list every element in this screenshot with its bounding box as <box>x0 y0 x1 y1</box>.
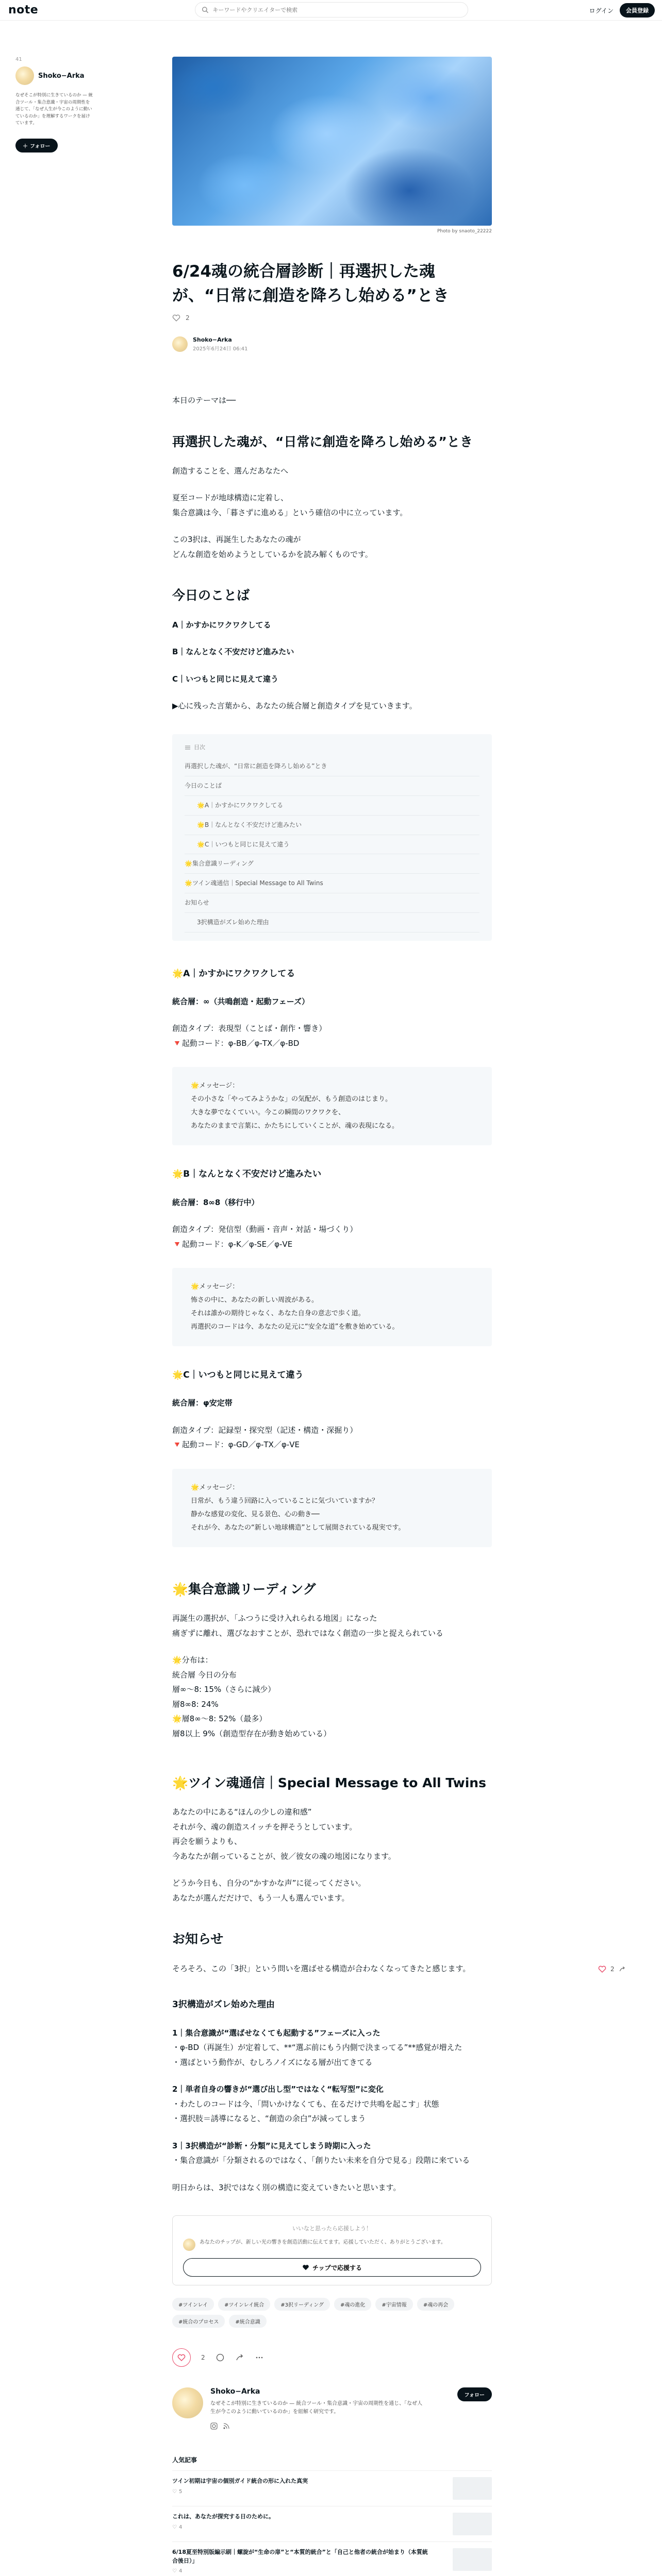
floating-like-count: 2 <box>610 1965 615 1973</box>
toc-item[interactable]: 今日のことば <box>185 776 479 796</box>
paragraph: 再誕生の選択が、「ふつうに受け入れられる地図」になった <box>172 1614 377 1623</box>
sidebar-follow-button[interactable] <box>15 139 58 152</box>
paragraph: あなたが選んだだけで、もう一人も選んでいます。 <box>172 1893 350 1903</box>
creator-name[interactable]: Shoko−Arka <box>38 72 85 80</box>
tag-chip[interactable]: #3択リーディング <box>274 2298 330 2311</box>
tag-chip[interactable]: #魂の進化 <box>334 2298 371 2311</box>
author-card-bio: なぜそこが特別に生きているのか — 統合ツール・集合意識・宇宙の周期性を通じ、「なぜ人生が今このように動いているのか」を紐解く研究です。 <box>210 2401 423 2415</box>
code-b: 🔻起動コード：φ-K／φ-SE／φ-VE <box>172 1239 293 1249</box>
message-head: 🌟メッセージ： <box>191 1082 239 1090</box>
author-card <box>172 2387 492 2430</box>
signup-button[interactable]: 会員登録 <box>620 3 655 18</box>
paragraph: どうか今日も、自分の“かすかな声”に従ってください。 <box>172 1878 366 1888</box>
popular-thumbnail <box>453 2477 492 2500</box>
author-date: 2025年6月24日 06:41 <box>193 346 248 352</box>
type-b: 創造タイプ：発信型（動画・音声・対話・場づくり） <box>172 1225 358 1234</box>
author-name[interactable]: Shoko−Arka <box>193 336 232 343</box>
tag-chip[interactable]: #ツインレイ <box>172 2298 214 2311</box>
paragraph: あなたの中にある“ほんの少しの違和感” <box>172 1807 312 1817</box>
paragraph: どんな創造を始めようとしているかを読み解くものです。 <box>172 549 373 559</box>
heading-a: 🌟A｜かすかにワクワクしてる <box>172 968 295 979</box>
search-input[interactable] <box>212 7 461 13</box>
reason-title: 2｜単者自身の響きが“選び出し型”ではなく“転写型”に変化 <box>172 2084 384 2094</box>
message-line: 怖さの中に、あなたの新しい周波がある。 <box>191 1296 319 1304</box>
creator-count: 41 <box>15 57 22 62</box>
reason-line: ・選ばという動作が、むしろノイズになる層が出てきてる <box>172 2057 373 2067</box>
message-box-a <box>172 1067 492 1145</box>
table-of-contents <box>172 734 492 941</box>
plus-icon: ＋ <box>23 143 28 149</box>
message-line: 大きな夢でなくていい。今この瞬間のワクワクを、 <box>191 1109 345 1117</box>
more-icon[interactable] <box>255 2353 264 2362</box>
tip-avatar <box>183 2239 195 2251</box>
share-icon[interactable] <box>619 1965 626 1973</box>
action-row <box>172 2348 492 2367</box>
follow-label: フォロー <box>30 143 51 149</box>
heading-twins: 🌟ツイン魂通信｜Special Message to All Twins <box>172 1775 486 1791</box>
popular-title: これは、あなたが探究する日のために。 <box>172 2513 274 2520</box>
popular-likes: 5 <box>178 2488 183 2495</box>
code-a: 🔻起動コード：φ-BB／φ-TX／φ-BD <box>172 1038 300 1048</box>
heading-reselect: 再選択した魂が、“日常に創造を降ろし始める”とき <box>172 434 473 449</box>
tag-chip[interactable]: #統合意識 <box>229 2315 266 2328</box>
toc-item[interactable]: 🌟B｜なんとなく不安だけど進みたい <box>185 816 479 835</box>
toc-item[interactable]: 🌟C｜いつもと同じに見えて違う <box>185 835 479 855</box>
type-c: 創造タイプ：記録型・探究型（記述・構造・深掘り） <box>172 1425 358 1435</box>
search-icon <box>202 6 208 13</box>
tip-header: いいなと思ったら応援しよう！ <box>292 2225 372 2232</box>
hero-image <box>172 57 492 226</box>
tag-chip[interactable]: #ツインレイ統合 <box>218 2298 270 2311</box>
like-button[interactable] <box>172 2348 191 2367</box>
like-count: 2 <box>186 314 190 321</box>
tag-chip[interactable]: #魂の再会 <box>417 2298 454 2311</box>
search-bar[interactable] <box>195 2 468 18</box>
intro-text: 本日のテーマは── <box>172 396 236 405</box>
article-title: 6/24魂の統合層診断｜再選択した魂が、“日常に創造を降ろし始める”とき <box>172 262 449 305</box>
popular-likes: 4 <box>178 2568 183 2574</box>
layer-b: 統合層：8∞8（移行中） <box>172 1197 259 1207</box>
paragraph: 今あなたが創っていることが、彼／彼女の魂の地図になります。 <box>172 1851 396 1861</box>
paragraph: 創造することを、選んだあなたへ <box>172 466 289 476</box>
floating-like[interactable] <box>598 1965 626 1973</box>
heart-icon[interactable] <box>172 314 180 322</box>
option-b: B｜なんとなく不安だけど進みたい <box>172 647 294 656</box>
toc-item[interactable]: 🌟ツイン魂通信｜Special Message to All Twins <box>185 874 479 893</box>
layer-c: 統合層：φ安定帯 <box>172 1398 233 1408</box>
toc-item[interactable]: 🌟集合意識リーディング <box>185 854 479 874</box>
credit-name[interactable]: snaoto_22222 <box>459 229 492 234</box>
tag-chip[interactable]: #統合のプロセス <box>172 2315 225 2328</box>
closing-text: 明日からは、3択ではなく別の構造に変えていきたいと思います。 <box>172 2182 401 2192</box>
heart-icon: ♡ <box>172 2524 177 2530</box>
reason-title: 3｜3択構造が“診断・分類”に見えてしまう時期に入った <box>172 2141 371 2150</box>
toc-item[interactable]: 3択構造がズレ始めた理由 <box>185 913 479 933</box>
paragraph: 夏至コードが地球構造に定着し、 <box>172 493 289 503</box>
layer-a: 統合層：∞（共鳴創造・起動フェーズ） <box>172 996 309 1006</box>
message-line: 再選択のコードは今、あなたの足元に“安全な道”を敷き始めている。 <box>191 1323 399 1331</box>
heading-notice: お知らせ <box>172 1931 224 1947</box>
creator-bio: なぜそこが特別に生きているのか — 統合ツール・集合意識・宇宙の周期性を通じて、「なぜ人生が今このように動いているのか」を理解するワークを届けています。 <box>15 93 93 126</box>
paragraph: この3択は、再誕生したあなたの魂が <box>172 535 301 545</box>
login-link[interactable]: ログイン <box>589 7 614 14</box>
list-icon <box>185 744 191 751</box>
site-header <box>0 0 662 21</box>
code-c: 🔻起動コード：φ-GD／φ-TX／φ-VE <box>172 1440 300 1450</box>
popular-heading: 人気記事 <box>172 2456 197 2464</box>
tip-box <box>172 2215 492 2285</box>
type-a: 創造タイプ：表現型（ことば・創作・響き） <box>172 1024 327 1033</box>
tag-chip[interactable]: #宇宙情報 <box>375 2298 412 2311</box>
creator-sidebar <box>15 57 93 152</box>
heart-icon <box>598 1965 606 1973</box>
popular-thumbnail <box>453 2513 492 2535</box>
article-body <box>172 393 492 2195</box>
author-row[interactable] <box>172 336 492 352</box>
heart-icon: ♡ <box>172 2488 177 2495</box>
list-item[interactable] <box>172 2506 492 2541</box>
distribution-head: 🌟分布は： <box>172 1655 213 1665</box>
message-head: 🌟メッセージ： <box>191 1483 239 1492</box>
article <box>172 57 492 2576</box>
tip-button[interactable] <box>183 2258 481 2277</box>
reason-title: 1｜集合意識が“選ばせなくても起動する”フェーズに入った <box>172 2028 380 2038</box>
heading-reading: 🌟集合意識リーディング <box>172 1581 316 1597</box>
avatar[interactable] <box>15 66 34 85</box>
heart-icon <box>177 2353 186 2362</box>
heart-coin-icon <box>302 2264 309 2271</box>
toc-item[interactable]: 再選択した魂が、“日常に創造を降ろし始める”とき <box>185 757 479 776</box>
paragraph: 再会を願うよりも、 <box>172 1837 242 1846</box>
message-box-c <box>172 1469 492 1547</box>
option-a: A｜かすかにワクワクしてる <box>172 620 271 630</box>
toc-item[interactable]: 🌟A｜かすかにワクワクしてる <box>185 796 479 816</box>
comment-icon[interactable] <box>216 2353 225 2362</box>
popular-thumbnail <box>453 2548 492 2571</box>
paragraph: それが今、魂の創造スイッチを押そうとしています。 <box>172 1822 357 1832</box>
like-count: 2 <box>201 2354 205 2361</box>
toc-title: 目次 <box>194 743 205 751</box>
message-box-b <box>172 1268 492 1346</box>
author-card-avatar[interactable] <box>172 2387 203 2418</box>
heading-today: 今日のことば <box>172 588 250 603</box>
reason-line: ・選択肢＝誘導になると、“創造の余白”が減ってしまう <box>172 2114 366 2123</box>
message-line: 日常が、もう違う回路に入っていることに気づいていますか？ <box>191 1497 379 1505</box>
list-item[interactable] <box>172 2541 492 2576</box>
heading-c: 🌟C｜いつもと同じに見えて違う <box>172 1370 304 1381</box>
list-item[interactable] <box>172 2470 492 2506</box>
author-card-name[interactable]: Shoko−Arka <box>210 2387 260 2396</box>
heart-icon: ♡ <box>172 2568 177 2574</box>
distribution-line: 🌟層8∞～8: 52%（最多） <box>172 1714 267 1724</box>
reason-line: ・わたしのコードは今、「問いかけなくても、在るだけで共鳴を起こす」状態 <box>172 2099 439 2109</box>
reason-line: ・φ-BD（再誕生）が定着して、**“選ぶ前にもう内側で決まってる”**感覚が増えた <box>172 2043 462 2052</box>
paragraph: 痛ぎずに離れ、選びなおすことが、恐れではなく創造の一歩と捉えられている <box>172 1628 443 1638</box>
author-card-follow-button[interactable]: フォロー <box>457 2387 492 2401</box>
distribution-line: 統合層 今日の分布 <box>172 1670 237 1680</box>
message-line: 静かな感覚の変化、見る景色、心の動き── <box>191 1510 320 1518</box>
author-avatar[interactable] <box>172 336 188 352</box>
toc-item[interactable]: お知らせ <box>185 893 479 913</box>
distribution-line: 層∞～8: 15%（さらに減少） <box>172 1685 276 1694</box>
popular-likes: 4 <box>178 2524 183 2530</box>
instagram-icon[interactable] <box>210 2422 218 2430</box>
choose-text: ▶心に残った言葉から、あなたの統合層と創造タイプを見ていきます。 <box>172 701 417 710</box>
tag-list <box>172 2298 492 2328</box>
popular-articles <box>172 2455 492 2576</box>
popular-title: ツイン初期は宇宙の個別ガイド統合の形に入れた真実 <box>172 2478 308 2484</box>
tip-button-label: チップで応援する <box>312 2264 362 2272</box>
share-icon[interactable] <box>235 2353 244 2362</box>
option-c: C｜いつもと同じに見えて違う <box>172 674 279 684</box>
heading-b: 🌟B｜なんとなく不安だけど進みたい <box>172 1169 322 1180</box>
message-head: 🌟メッセージ： <box>191 1283 239 1291</box>
reason-line: ・集合意識が「分類されるのではなく、「創りたい未来を自分で見る」段階に来ている <box>172 2156 470 2165</box>
message-line: それが今、あなたの“新しい地球構造”として展開されている現実です。 <box>191 1523 405 1532</box>
popular-title: 6/18夏至特別版編示刷｜螺旋が“生命の扉”と“本質的統合”と「自己と他者の統合が始まり（本質統合後日）」 <box>172 2549 428 2564</box>
paragraph: 集合意識は今、「暮さずに進める」という確信の中に立っています。 <box>172 507 408 517</box>
toc-header[interactable] <box>185 742 479 753</box>
distribution-line: 層8以上 9%（創造型存在が動き始めている） <box>172 1728 332 1738</box>
message-line: あなたのままで言葉に、かたちにしていくことが、魂の表現になる。 <box>191 1122 399 1130</box>
distribution-line: 層8∞8: 24% <box>172 1699 219 1709</box>
rss-icon[interactable] <box>223 2422 230 2430</box>
paragraph: そろそろ、この「3択」という問いを選ばせる構造が合わなくなってきたと感じます。 <box>172 1963 471 1973</box>
heading-reasons: 3択構造がズレ始めた理由 <box>172 1999 275 2010</box>
photo-credit <box>172 229 492 234</box>
tip-text: あなたのチップが、新しい光の響きを創造活動に伝えてます。応援していただく、ありがとうございます。 <box>200 2240 446 2245</box>
message-line: それは誰かの期待じゃなく、あなた自身の意志で歩く道。 <box>191 1310 365 1318</box>
credit-prefix: Photo by <box>437 229 458 234</box>
note-logo[interactable]: note <box>8 4 39 16</box>
message-line: その小さな「やってみようかな」の気配が、もう創造のはじまり。 <box>191 1095 392 1104</box>
